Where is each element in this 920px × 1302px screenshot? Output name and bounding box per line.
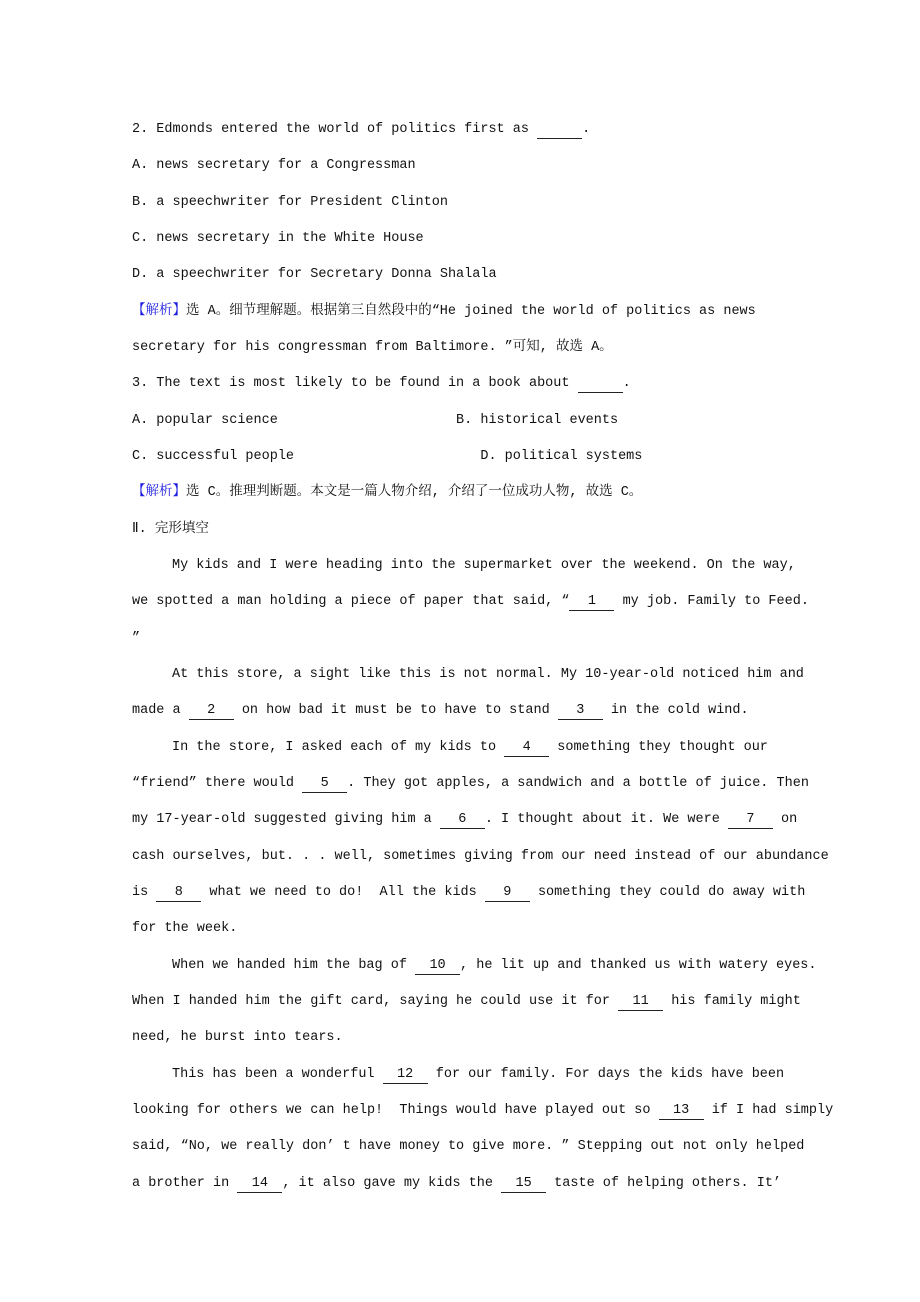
cloze-paragraph-4-line-3 <box>132 1020 920 1056</box>
document-lines <box>132 112 920 1202</box>
text-run: , he lit up and thanked us with watery eyes. <box>460 957 817 973</box>
cloze-blank: 15 <box>501 1175 546 1193</box>
analysis-label: 【解析】 <box>132 485 186 501</box>
text-run: C. successful people D. political systems <box>132 448 643 464</box>
text-run: in the cold wind. <box>602 703 749 719</box>
cloze-paragraph-1-line-2 <box>132 584 920 620</box>
question-3-options-ab <box>132 403 920 439</box>
text-run: said, “No, we really don’ t have money to give more. ” Stepping out not only helped <box>132 1139 805 1155</box>
text-run: 3. The text is most likely to be found in a book about <box>132 376 578 392</box>
text-run: When I handed him the gift card, saying he could use it for <box>132 993 619 1009</box>
text-run: “friend” there would <box>132 775 303 791</box>
text-run: A. popular science B. historical events <box>132 412 619 428</box>
text-run: for our family. For days the kids have been <box>427 1066 785 1082</box>
cloze-paragraph-1-line-1 <box>132 548 920 584</box>
analysis-question-2-line-2 <box>132 330 920 366</box>
cloze-blank: 5 <box>302 775 347 793</box>
cloze-paragraph-3-line-1 <box>132 730 920 766</box>
cloze-blank: 7 <box>728 811 773 829</box>
text-run: my 17-year-old suggested giving him a <box>132 812 440 828</box>
cloze-paragraph-1-line-3 <box>132 621 920 657</box>
cloze-paragraph-5-line-2 <box>132 1093 920 1129</box>
text-run: 选 A。细节理解题。根据第三自然段中的“He joined the world of politics as news <box>186 303 756 319</box>
text-run: is <box>132 884 157 900</box>
text-run: cash ourselves, but. . . well, sometimes giving from our need instead of our abundance <box>132 848 829 864</box>
cloze-paragraph-2-line-2 <box>132 693 920 729</box>
analysis-label: 【解析】 <box>132 303 186 319</box>
question-2-option-a <box>132 148 920 184</box>
section-heading-cloze <box>132 512 920 548</box>
text-run: At this store, a sight like this is not normal. My 10-year-old noticed him and <box>172 666 804 682</box>
question-3-options-cd <box>132 439 920 475</box>
cloze-paragraph-3-line-3 <box>132 802 920 838</box>
cloze-paragraph-3-line-4 <box>132 839 920 875</box>
cloze-paragraph-5-line-1 <box>132 1057 920 1093</box>
text-run: When we handed him the bag of <box>172 957 416 973</box>
text-run: D. a speechwriter for Secretary Donna Shalala <box>132 267 497 283</box>
cloze-blank: 10 <box>415 957 460 975</box>
text-run: A. news secretary for a Congressman <box>132 158 416 174</box>
cloze-blank: 12 <box>383 1066 428 1084</box>
cloze-paragraph-3-line-6 <box>132 911 920 947</box>
text-run: . I thought about it. We were <box>484 812 728 828</box>
question-3 <box>132 366 920 402</box>
analysis-question-2-line-1 <box>132 294 920 330</box>
cloze-paragraph-2-line-1 <box>132 657 920 693</box>
text-run: In the store, I asked each of my kids to <box>172 739 505 755</box>
question-2 <box>132 112 920 148</box>
text-run: on how bad it must be to have to stand <box>233 703 558 719</box>
text-run: looking for others we can help! Things would have played out so <box>132 1102 659 1118</box>
text-run: we spotted a man holding a piece of paper that said, “ <box>132 594 570 610</box>
cloze-blank: 4 <box>504 739 549 757</box>
text-run: C. news secretary in the White House <box>132 230 424 246</box>
text-run: taste of helping others. It’ <box>546 1175 782 1191</box>
text-run: . They got apples, a sandwich and a bottle of juice. Then <box>347 775 809 791</box>
question-2-option-b <box>132 185 920 221</box>
text-run: 选 C。推理判断题。本文是一篇人物介绍, 介绍了一位成功人物, 故选 C。 <box>186 485 643 501</box>
text-run: my job. Family to Feed. <box>614 594 809 610</box>
cloze-blank: 1 <box>569 593 614 611</box>
text-run: on <box>772 812 798 828</box>
text-run: secretary for his congressman from Baltimore. ”可知, 故选 A。 <box>132 339 613 355</box>
cloze-blank: 6 <box>440 811 485 829</box>
cloze-blank: 14 <box>237 1175 282 1193</box>
text-run: something they thought our <box>549 739 768 755</box>
text-run: . <box>622 376 631 392</box>
text-run: My kids and I were heading into the supermarket over the weekend. On the way, <box>172 557 796 573</box>
cloze-blank: 13 <box>659 1102 704 1120</box>
text-run: need, he burst into tears. <box>132 1030 343 1046</box>
cloze-blank: 3 <box>558 702 603 720</box>
text-run: something they could do away with <box>529 884 806 900</box>
cloze-blank: 11 <box>618 993 663 1011</box>
text-run: what we need to do! All the kids <box>201 884 485 900</box>
text-run: B. a speechwriter for President Clinton <box>132 194 448 210</box>
cloze-paragraph-5-line-4 <box>132 1166 920 1202</box>
text-run: 2. Edmonds entered the world of politics first as <box>132 122 538 137</box>
text-run: made a <box>132 703 189 719</box>
text-run: a brother in <box>132 1175 238 1191</box>
cloze-paragraph-3-line-2 <box>132 766 920 802</box>
cloze-blank <box>578 375 623 393</box>
text-run: his family might <box>663 993 801 1009</box>
text-run: . <box>582 122 591 137</box>
analysis-question-3 <box>132 475 920 511</box>
text-run: , it also gave my kids the <box>282 1175 502 1191</box>
question-2-option-d <box>132 257 920 293</box>
cloze-paragraph-4-line-2 <box>132 984 920 1020</box>
text-run: ” <box>132 630 141 646</box>
cloze-blank <box>537 121 582 139</box>
cloze-blank: 9 <box>485 884 530 902</box>
text-run: if I had simply <box>703 1102 834 1118</box>
cloze-paragraph-4-line-1 <box>132 948 920 984</box>
cloze-paragraph-5-line-3 <box>132 1129 920 1165</box>
cloze-blank: 2 <box>189 702 234 720</box>
cloze-blank: 8 <box>156 884 201 902</box>
text-run: This has been a wonderful <box>172 1066 383 1082</box>
text-run: Ⅱ. 完形填空 <box>132 521 209 537</box>
text-run: for the week. <box>132 921 238 937</box>
cloze-paragraph-3-line-5 <box>132 875 920 911</box>
question-2-option-c <box>132 221 920 257</box>
